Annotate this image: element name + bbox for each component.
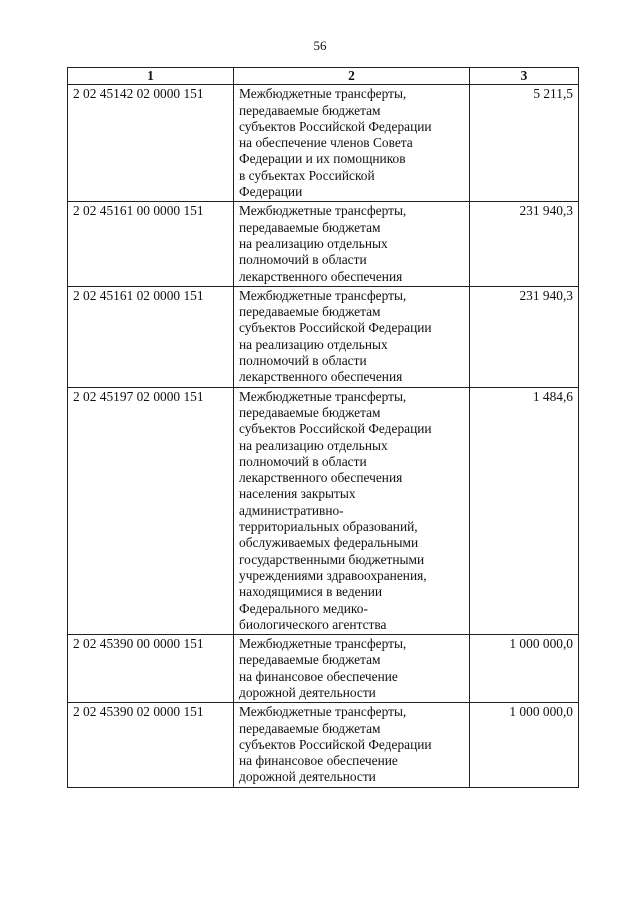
column-header-2: 2 [234,68,470,85]
header-row [68,68,579,85]
amount-cell: 231 940,3 [470,202,579,286]
description-line: Межбюджетные трансферты, [239,203,407,219]
amount-cell: 1 484,6 [470,387,579,634]
description-line: дорожной деятельности [239,684,376,700]
description-line: полномочий в области [239,252,367,268]
description-line: Федерального медико- [239,600,368,616]
table-row [68,202,579,286]
description-line: передаваемые бюджетам [239,219,381,235]
description-line: передаваемые бюджетам [239,404,381,420]
description-line: полномочий в области [239,353,367,369]
description-line: передаваемые бюджетам [239,304,381,320]
description-line: государственными бюджетными [239,551,425,567]
description-line: находящимися в ведении [239,584,383,600]
budget-code-cell: 2 02 45161 02 0000 151 [68,286,234,387]
description-line: Межбюджетные трансферты, [239,636,407,652]
budget-code-cell: 2 02 45197 02 0000 151 [68,387,234,634]
budget-code-cell: 2 02 45161 00 0000 151 [68,202,234,286]
description-line: в субъектах Российской [239,167,375,183]
column-header-1: 1 [68,68,234,85]
description-line: учреждениями здравоохранения, [239,567,427,583]
description-line: Межбюджетные трансферты, [239,287,407,303]
budget-table-container [67,67,578,788]
description-cell [234,387,470,634]
budget-table [67,67,579,788]
description-line: передаваемые бюджетам [239,102,381,118]
description-line: дорожной деятельности [239,769,376,785]
amount-cell: 5 211,5 [470,85,579,202]
description-line: субъектов Российской Федерации [239,320,432,336]
description-line: обслуживаемых федеральными [239,535,419,551]
description-line: населения закрытых [239,486,356,502]
page-number: 56 [313,38,327,53]
amount-cell: 231 940,3 [470,286,579,387]
description-line: субъектов Российской Федерации [239,421,432,437]
description-line: субъектов Российской Федерации [239,118,432,134]
column-header-3: 3 [470,68,579,85]
description-line: Межбюджетные трансферты, [239,86,407,102]
description-line: передаваемые бюджетам [239,652,381,668]
description-line: Федерации и их помощников [239,151,406,167]
description-cell [234,202,470,286]
description-line: на реализацию отдельных [239,336,388,352]
description-line: полномочий в области [239,453,367,469]
budget-code-cell: 2 02 45390 02 0000 151 [68,703,234,787]
description-line: лекарственного обеспечения [239,268,403,284]
description-line: лекарственного обеспечения [239,470,403,486]
description-line: на реализацию отдельных [239,437,388,453]
description-line: передаваемые бюджетам [239,720,381,736]
description-line: лекарственного обеспечения [239,369,403,385]
description-line: территориальных образований, [239,519,418,535]
table-row [68,387,579,634]
description-line: Межбюджетные трансферты, [239,704,407,720]
description-cell [234,85,470,202]
table-row [68,286,579,387]
description-line: Федерации [239,184,303,200]
description-line: на обеспечение членов Совета [239,135,413,151]
description-line: административно- [239,502,344,518]
table-row [68,703,579,787]
table-row [68,85,579,202]
amount-cell: 1 000 000,0 [470,703,579,787]
description-line: на реализацию отдельных [239,235,388,251]
table-row [68,635,579,703]
description-cell [234,703,470,787]
description-cell [234,635,470,703]
description-cell [234,286,470,387]
budget-code-cell: 2 02 45142 02 0000 151 [68,85,234,202]
amount-cell: 1 000 000,0 [470,635,579,703]
description-line: на финансовое обеспечение [239,668,398,684]
budget-code-cell: 2 02 45390 00 0000 151 [68,635,234,703]
table-body [68,85,579,787]
description-line: на финансовое обеспечение [239,753,398,769]
table-header [68,68,579,85]
description-line: Межбюджетные трансферты, [239,388,407,404]
description-line: биологического агентства [239,616,387,632]
description-line: субъектов Российской Федерации [239,736,432,752]
